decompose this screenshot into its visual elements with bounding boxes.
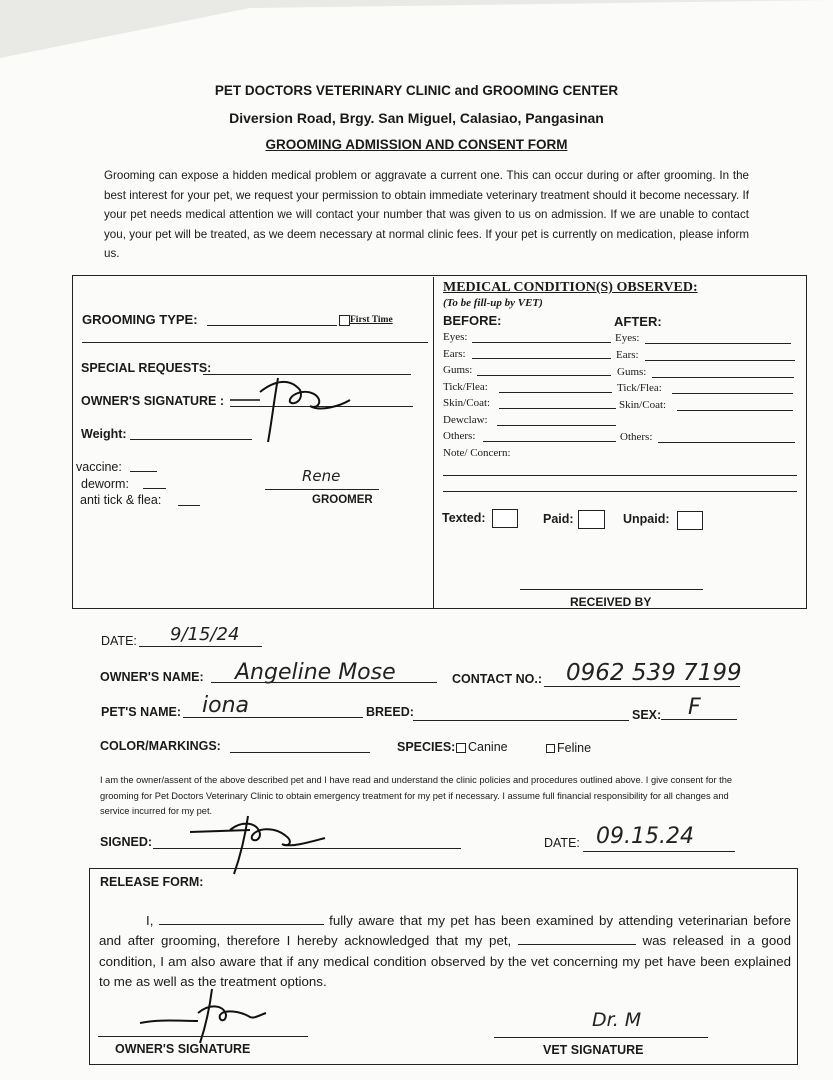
sex-field[interactable] — [661, 719, 737, 720]
after-others-label: Others: — [620, 431, 653, 443]
release-name-field[interactable] — [159, 912, 324, 925]
release-owner-signature-field[interactable] — [98, 1036, 308, 1037]
release-text-3: was released in a good condition, I am also aware that if any medical condition observed by the vet concerning my pet have been explained to me as well as the treatment options. — [99, 933, 791, 989]
special-requests-label: SPECIAL REQUESTS: — [81, 361, 212, 375]
unpaid-label: Unpaid: — [623, 512, 670, 526]
feline-label: Feline — [557, 741, 592, 755]
clinic-address: Diversion Road, Brgy. San Miguel, Calasiao, Pangasinan — [229, 110, 604, 126]
after-tick-field[interactable] — [672, 393, 793, 394]
before-eyes-label: Eyes: — [443, 331, 468, 343]
clinic-name: PET DOCTORS VETERINARY CLINIC and GROOMING CENTER — [214, 83, 619, 98]
groomer-field[interactable] — [265, 489, 379, 490]
owner-name-field[interactable] — [211, 682, 437, 683]
received-by-field[interactable] — [520, 589, 703, 590]
contact-field[interactable] — [544, 686, 740, 687]
before-gums-field[interactable] — [477, 375, 611, 376]
sex-value: F — [688, 695, 701, 720]
owner-name-value: Angeline Mose — [235, 660, 396, 685]
before-skin-label: Skin/Coat: — [443, 397, 491, 409]
after-tick-label: Tick/Flea: — [617, 382, 662, 394]
date-label: DATE: — [101, 634, 137, 648]
vaccine-field[interactable] — [130, 471, 157, 472]
anti-tick-label: anti tick & flea: — [80, 493, 162, 507]
canine-checkbox[interactable] — [456, 743, 466, 753]
before-dewclaw-label: Dewclaw: — [443, 414, 488, 426]
before-ears-field[interactable] — [472, 358, 611, 359]
date-value: 9/15/24 — [170, 624, 240, 645]
release-title: RELEASE FORM: — [100, 875, 204, 889]
after-eyes-field[interactable] — [645, 343, 791, 344]
before-skin-field[interactable] — [499, 408, 616, 409]
groomer-name-value: Rene — [302, 467, 341, 485]
deworm-label: deworm: — [81, 477, 129, 491]
anti-tick-field[interactable] — [178, 505, 200, 506]
paid-checkbox[interactable] — [578, 510, 605, 529]
vet-signature-field[interactable] — [494, 1037, 708, 1038]
signed-label: SIGNED: — [100, 835, 153, 849]
canine-label: Canine — [468, 740, 508, 754]
color-markings-field[interactable] — [230, 752, 370, 753]
intro-paragraph: Grooming can expose a hidden medical problem or aggravate a current one. This can occur during or after grooming. In the best interest for your pet, we request your permission to obtain immediate veterinary treatment should it become necessary. If your pet needs medical attention we will contact your number that was given to us on admission. If we are unable to contact you, your pet will be treated, as we deem necessary at normal clinic fees. If your pet is currently on medication, please inform us. — [104, 169, 749, 261]
species-label: SPECIES: — [397, 740, 456, 754]
before-others-label: Others: — [443, 430, 476, 442]
color-markings-label: COLOR/MARKINGS: — [100, 739, 221, 753]
signed-date-value: 09.15.24 — [596, 824, 694, 849]
before-gums-label: Gums: — [443, 364, 473, 376]
release-pet-field[interactable] — [518, 932, 636, 945]
after-skin-field[interactable] — [677, 410, 793, 411]
before-eyes-field[interactable] — [472, 342, 611, 343]
before-tick-field[interactable] — [499, 392, 612, 393]
form-title: GROOMING ADMISSION AND CONSENT FORM — [265, 137, 568, 152]
first-time-checkbox[interactable] — [339, 315, 350, 326]
before-dewclaw-field[interactable] — [497, 425, 616, 426]
grooming-type-label: GROOMING TYPE: — [82, 312, 198, 327]
breed-field[interactable] — [413, 720, 629, 721]
vet-signature-value: Dr. M — [592, 1009, 642, 1031]
before-others-field[interactable] — [483, 441, 616, 442]
breed-label: BREED: — [366, 705, 414, 719]
contact-value: 0962 539 7199 — [566, 660, 742, 686]
after-ears-label: Ears: — [616, 349, 639, 361]
after-gums-field[interactable] — [652, 377, 794, 378]
before-label: BEFORE: — [443, 313, 502, 328]
received-by-label: RECEIVED BY — [570, 595, 652, 609]
owner-signature-label: OWNER'S SIGNATURE : — [81, 394, 225, 408]
release-owner-signature-label: OWNER'S SIGNATURE — [115, 1042, 251, 1056]
pet-name-label: PET'S NAME: — [101, 705, 182, 719]
grooming-type-field[interactable] — [207, 325, 337, 326]
vaccine-label: vaccine: — [76, 460, 122, 474]
after-label: AFTER: — [614, 314, 662, 329]
release-text-1: I, — [146, 913, 154, 928]
groomer-label: GROOMER — [312, 494, 373, 506]
release-text-2: fully aware that my pet has been examined by attending veterinarian before and after grooming, therefore I hereby acknowledged that my pet, — [99, 913, 792, 949]
owner-name-label: OWNER'S NAME: — [100, 670, 204, 684]
sex-label: SEX: — [632, 708, 662, 722]
texted-label: Texted: — [442, 511, 486, 525]
after-gums-label: Gums: — [617, 366, 647, 378]
note-line-2[interactable] — [443, 491, 797, 492]
after-others-field[interactable] — [658, 442, 795, 443]
medical-title: MEDICAL CONDITION(S) OBSERVED: — [443, 280, 698, 295]
box-divider — [433, 277, 434, 609]
date-field[interactable] — [139, 646, 262, 647]
pet-name-field[interactable] — [183, 717, 363, 718]
weight-label: Weight: — [81, 427, 127, 441]
before-ears-label: Ears: — [443, 348, 466, 360]
texted-checkbox[interactable] — [492, 509, 518, 528]
note-line-1[interactable] — [443, 475, 797, 476]
after-ears-field[interactable] — [645, 360, 795, 361]
feline-checkbox[interactable] — [546, 744, 555, 753]
after-eyes-label: Eyes: — [615, 332, 640, 344]
grooming-type-extra-line[interactable] — [82, 342, 428, 343]
owner-signature-drawing — [230, 370, 360, 445]
note-concern-label: Note/ Concern: — [443, 447, 511, 459]
deworm-field[interactable] — [143, 488, 166, 489]
unpaid-checkbox[interactable] — [677, 511, 703, 530]
pet-name-value: iona — [202, 693, 249, 718]
consent-paragraph: I am the owner/assent of the above described pet and I have read and understand the clinic policies and procedures outlined above. I give consent for the grooming for Pet Doctors Veterinary Clinic to obtain emergency treatment for my pet if necessary. I assume full financial responsibility for all changes and service incurred for my pet. — [100, 775, 733, 817]
release-paragraph — [99, 911, 791, 992]
weight-field[interactable] — [130, 439, 252, 440]
medical-subtitle: (To be fill-up by VET) — [443, 297, 543, 309]
before-tick-label: Tick/Flea: — [443, 381, 488, 393]
after-skin-label: Skin/Coat: — [619, 399, 667, 411]
signed-date-field[interactable] — [583, 851, 735, 852]
first-time-label: First Time — [350, 315, 393, 325]
contact-label: CONTACT NO.: — [452, 672, 543, 686]
paid-label: Paid: — [543, 512, 574, 526]
signed-date-label: DATE: — [544, 836, 580, 850]
vet-signature-label: VET SIGNATURE — [543, 1043, 644, 1057]
